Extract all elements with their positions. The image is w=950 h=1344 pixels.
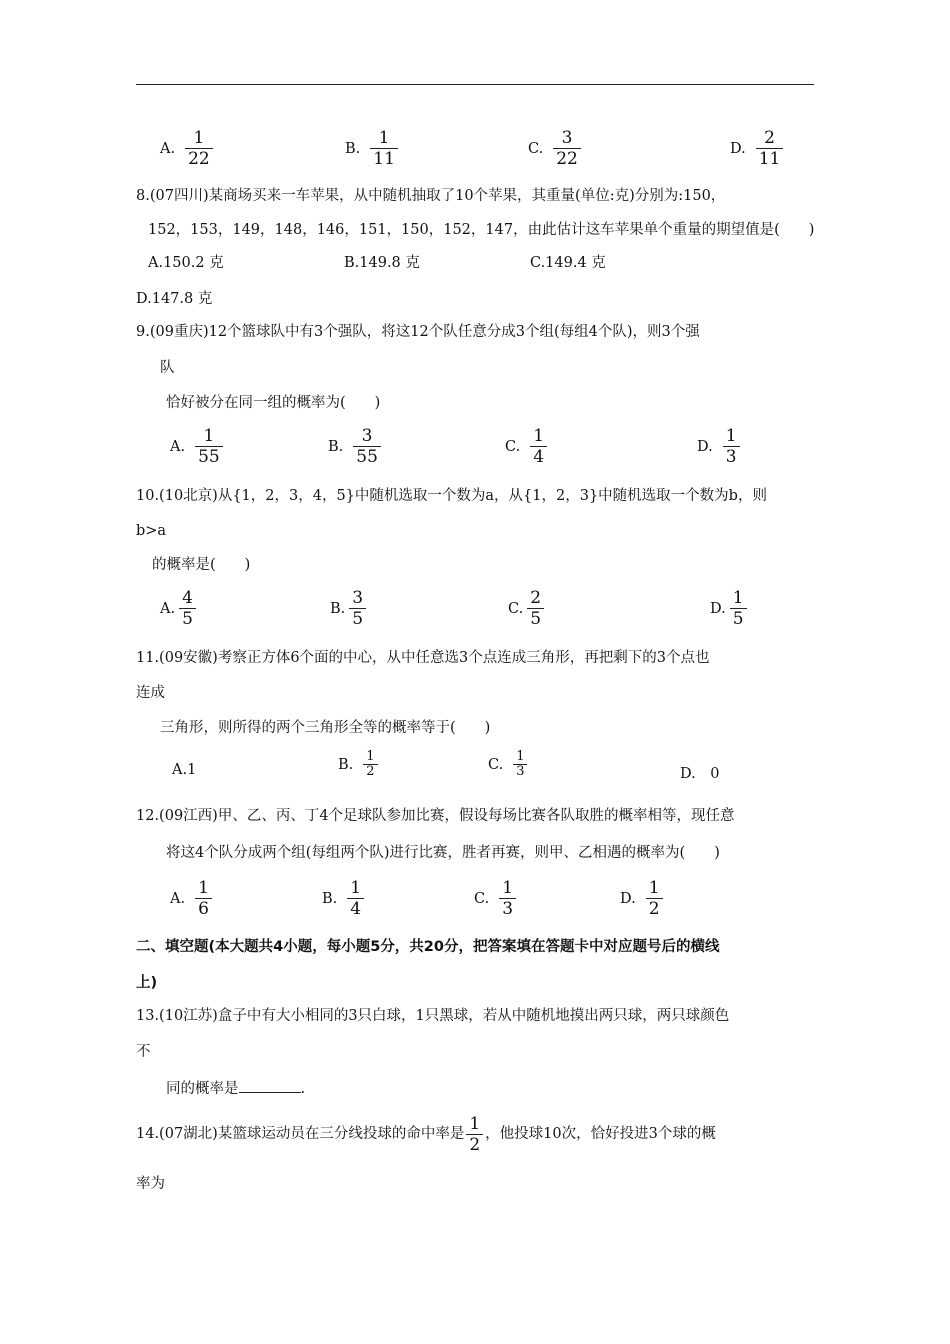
q11-option-a: A.1 — [172, 762, 197, 778]
fraction: $\frac{1}{3}$ — [513, 750, 527, 779]
q7-option-d: D. $\frac{2}{11}$ — [730, 128, 783, 169]
q7-option-c: C. $\frac{3}{22}$ — [528, 128, 581, 169]
q7-options — [0, 128, 950, 176]
q11-options — [0, 750, 950, 798]
fraction: $\frac{1}{4}$ — [347, 878, 364, 919]
q8-option-c: C.149.4 克 — [530, 255, 606, 271]
q13-line2: 不 — [136, 1044, 151, 1060]
q10-options — [0, 588, 950, 636]
q11-line1: 11.(09安徽)考察正方体6个面的中心，从中任意选3个点连成三角形，再把剩下的3个点也 — [136, 650, 710, 666]
fraction: $\frac{1}{5}$ — [730, 588, 747, 629]
q9-line2: 队 — [160, 360, 175, 376]
fraction: $\frac{1}{3}$ — [723, 426, 740, 467]
q12-options — [0, 878, 950, 926]
q10-option-c: C. $\frac{2}{5}$ — [508, 588, 544, 629]
fraction: $\frac{1}{22}$ — [185, 128, 213, 169]
q8-line1: 8.(07四川)某商场买来一车苹果，从中随机抽取了10个苹果，其重量(单位:克)分别为:150， — [136, 188, 726, 204]
q13-line3: 同的概率是 . — [166, 1078, 846, 1099]
q7-option-b: B. $\frac{1}{11}$ — [345, 128, 398, 169]
q10-option-d: D. $\frac{1}{5}$ — [710, 588, 747, 629]
q9-option-d: D. $\frac{1}{3}$ — [697, 426, 740, 467]
q12-option-b: B. $\frac{1}{4}$ — [322, 878, 364, 919]
fraction: $\frac{3}{55}$ — [353, 426, 381, 467]
q11-option-d: D. 0 — [680, 766, 720, 782]
fraction: $\frac{3}{5}$ — [349, 588, 366, 629]
q14-line2: 率为 — [136, 1176, 165, 1192]
q9-options — [0, 426, 950, 474]
q9-option-a: A. $\frac{1}{55}$ — [170, 426, 223, 467]
q9-option-b: B. $\frac{3}{55}$ — [328, 426, 381, 467]
header-rule — [136, 84, 814, 85]
q8-option-a: A.150.2 克 — [148, 255, 224, 271]
fraction: $\frac{1}{11}$ — [370, 128, 398, 169]
q12-line1: 12.(09江西)甲、乙、丙、丁4个足球队参加比赛，假设每场比赛各队取胜的概率相等，现任意 — [136, 808, 735, 824]
fraction: $\frac{3}{22}$ — [553, 128, 581, 169]
q12-option-c: C. $\frac{1}{3}$ — [474, 878, 516, 919]
fraction: $\frac{1}{2}$ — [466, 1114, 483, 1155]
q7-option-a: A. $\frac{1}{22}$ — [160, 128, 213, 169]
q10-line1: 10.(10北京)从{1，2，3，4，5}中随机选取一个数为a，从{1，2，3}中随机选取一个数为b，则 — [136, 488, 767, 504]
q8-option-b: B.149.8 克 — [344, 255, 420, 271]
fraction: $\frac{1}{4}$ — [530, 426, 547, 467]
fraction: $\frac{1}{3}$ — [499, 878, 516, 919]
q8-option-d: D.147.8 克 — [136, 291, 213, 307]
fraction: $\frac{1}{2}$ — [646, 878, 663, 919]
q12-line2: 将这4个队分成两个组(每组两个队)进行比赛，胜者再赛，则甲、乙相遇的概率为( ) — [166, 845, 720, 861]
q14-line1: 14.(07湖北)某篮球运动员在三分线投球的命中率是 $\frac{1}{2}$ ，他投球10次，恰好投进3个球的概 — [136, 1113, 716, 1155]
q11-line3: 三角形，则所得的两个三角形全等的概率等于( ) — [160, 720, 491, 736]
fraction: $\frac{2}{5}$ — [527, 588, 544, 629]
fraction: $\frac{1}{2}$ — [363, 750, 377, 779]
q9-line3: 恰好被分在同一组的概率为( ) — [166, 395, 381, 411]
q10-line3: 的概率是( ) — [152, 557, 251, 573]
q10-option-a: A. $\frac{4}{5}$ — [160, 588, 196, 629]
q13-line1: 13.(10江苏)盒子中有大小相同的3只白球，1只黑球，若从中随机地摸出两只球，两只球颜色 — [136, 1008, 730, 1024]
q9-line1: 9.(09重庆)12个篮球队中有3个强队，将这12个队任意分成3个组(每组4个队)，则3个强 — [136, 324, 700, 340]
fraction: $\frac{4}{5}$ — [179, 588, 196, 629]
q10-option-b: B. $\frac{3}{5}$ — [330, 588, 366, 629]
q11-option-c: C. $\frac{1}{3}$ — [488, 750, 527, 779]
q12-option-d: D. $\frac{1}{2}$ — [620, 878, 663, 919]
section-heading-cont: 上) — [136, 975, 158, 991]
fraction: $\frac{2}{11}$ — [756, 128, 784, 169]
q11-line2: 连成 — [136, 685, 165, 701]
fraction: $\frac{1}{55}$ — [195, 426, 223, 467]
q9-option-c: C. $\frac{1}{4}$ — [505, 426, 547, 467]
q11-option-b: B. $\frac{1}{2}$ — [338, 750, 378, 779]
q10-line2: b>a — [136, 523, 167, 539]
q8-line2: 152，153，149，148，146，151，150，152，147，由此估计这车苹果单个重量的期望值是( ) — [148, 222, 815, 238]
answer-blank[interactable] — [239, 1078, 301, 1093]
q12-option-a: A. $\frac{1}{6}$ — [170, 878, 212, 919]
fraction: $\frac{1}{6}$ — [195, 878, 212, 919]
section-heading: 二、填空题(本大题共4小题，每小题5分，共20分，把答案填在答题卡中对应题号后的横线 — [136, 939, 720, 955]
